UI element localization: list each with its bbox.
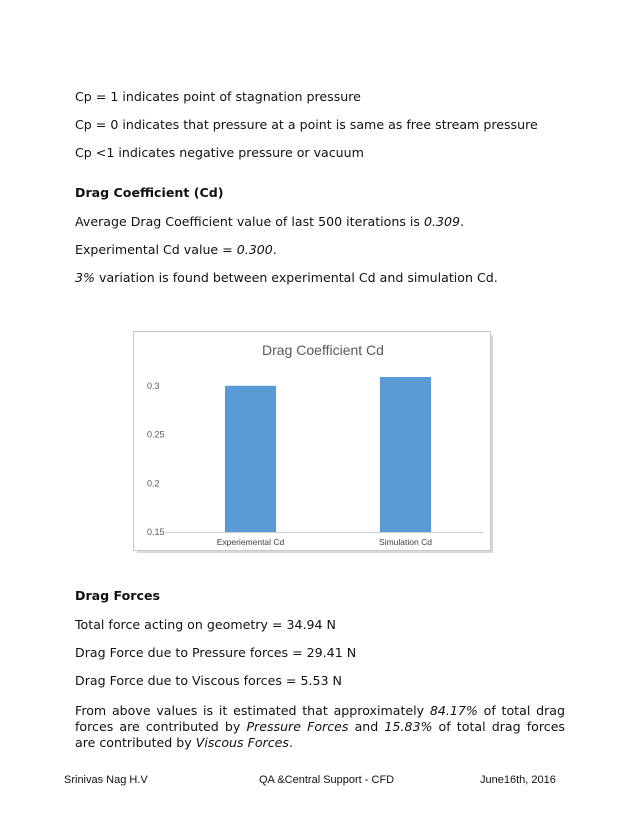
y-tick-label: 0.25 xyxy=(147,429,165,440)
avg-cd-line: Average Drag Coefficient value of last 500 iterations is 0.309. xyxy=(75,214,465,229)
cp-line-3: Cp <1 indicates negative pressure or vacuum xyxy=(75,145,364,160)
footer-date: June16th, 2016 xyxy=(480,774,556,786)
bar xyxy=(225,386,276,532)
pressure-force-line: Drag Force due to Pressure forces = 29.41 N xyxy=(75,645,357,660)
drag-forces-heading: Drag Forces xyxy=(75,588,161,603)
drag-coefficient-chart xyxy=(133,331,495,555)
chart-title: Drag Coefficient Cd xyxy=(262,342,384,358)
experimental-cd-line: Experimental Cd value = 0.300. xyxy=(75,242,277,257)
y-tick-label: 0.2 xyxy=(147,478,160,489)
y-tick-label: 0.3 xyxy=(147,380,160,391)
footer-author: Srinivas Nag H.V xyxy=(64,774,148,786)
cp-line-2: Cp = 0 indicates that pressure at a point is same as free stream pressure xyxy=(75,117,538,132)
drag-coefficient-heading: Drag Coefficient (Cd) xyxy=(75,185,224,200)
y-tick-label: 0.15 xyxy=(147,527,165,537)
bar xyxy=(380,377,431,532)
variation-line: 3% variation is found between experimental Cd and simulation Cd. xyxy=(75,270,498,285)
total-force-line: Total force acting on geometry = 34.94 N xyxy=(75,617,336,632)
cp-line-1: Cp = 1 indicates point of stagnation pressure xyxy=(75,89,361,104)
footer-department: QA &Central Support - CFD xyxy=(259,774,395,786)
x-tick-label: Simulation Cd xyxy=(379,537,432,547)
viscous-force-line: Drag Force due to Viscous forces = 5.53 N xyxy=(75,673,342,688)
x-tick-label: Experiemental Cd xyxy=(216,537,285,547)
summary-paragraph: From above values is it estimated that approximately 84.17% of total drag forces are contributed by Pressure Forces and 15.83% of total drag forces are contributed by Viscous Forces. xyxy=(75,703,565,750)
chart-frame xyxy=(134,332,491,551)
chart-svg xyxy=(133,331,495,555)
